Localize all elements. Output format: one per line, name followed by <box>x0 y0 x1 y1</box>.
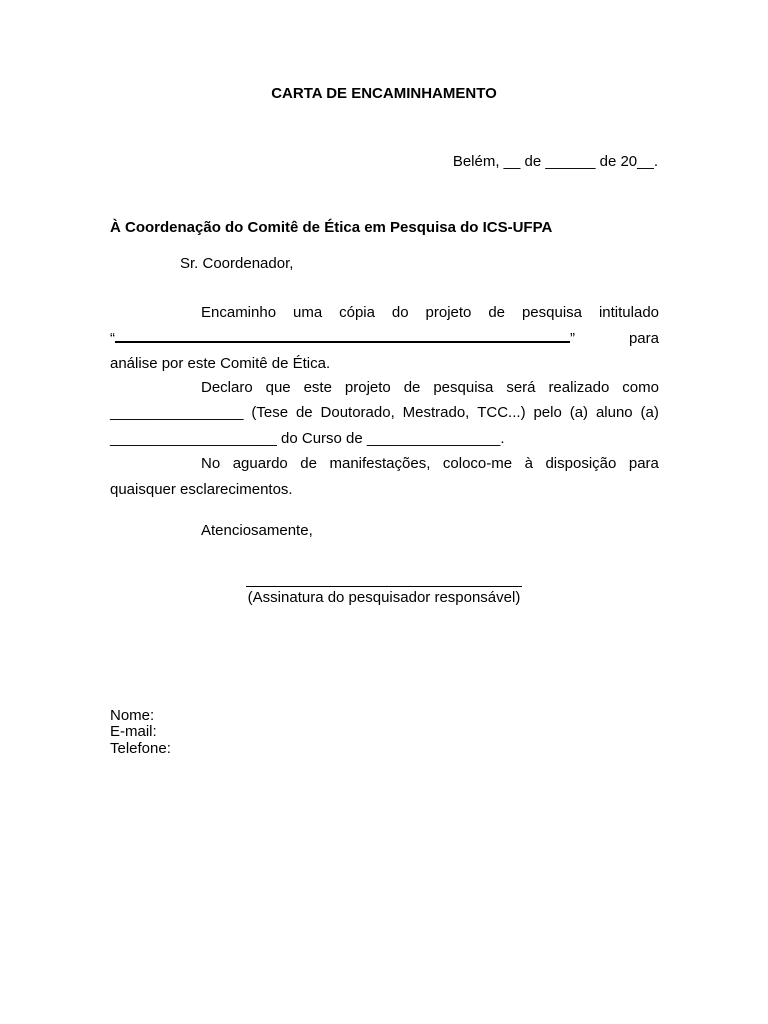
word: coloco-me <box>442 455 513 472</box>
word: disposição <box>545 455 617 472</box>
word: aluno <box>595 404 633 421</box>
word: à <box>524 455 533 472</box>
paragraph3-line2: quaisquer esclarecimentos. <box>110 481 293 498</box>
word: cópia <box>339 304 375 321</box>
word: Mestrado, <box>402 404 470 421</box>
closing: Atenciosamente, <box>201 522 313 539</box>
paragraph2-line3: ____________________ do Curso de ________________. <box>110 430 505 447</box>
word: do <box>391 304 409 321</box>
word: manifestações, <box>329 455 431 472</box>
word: para <box>628 330 659 347</box>
addressee-line: À Coordenação do Comitê de Ética em Pesquisa do ICS-UFPA <box>110 219 553 236</box>
word: (Tese <box>251 404 289 421</box>
word: (a) <box>569 404 589 421</box>
word: que <box>265 379 291 396</box>
contact-name-label: Nome: <box>110 707 155 724</box>
word: Doutorado, <box>320 404 395 421</box>
word: TCC...) <box>477 404 526 421</box>
word: projeto <box>425 304 472 321</box>
word: pesquisa <box>433 379 494 396</box>
degree-blank: ________________ <box>110 404 244 421</box>
word: No <box>201 455 221 472</box>
word: pesquisa <box>521 304 583 321</box>
word: de <box>295 404 313 421</box>
document-title: CARTA DE ENCAMINHAMENTO <box>271 85 497 102</box>
paragraph3-line1 <box>110 455 659 473</box>
date-line: Belém, __ de ______ de 20__. <box>452 153 658 170</box>
word: intitulado <box>598 304 659 321</box>
salutation: Sr. Coordenador, <box>180 255 294 272</box>
word: projeto <box>344 379 391 396</box>
word: aguardo <box>232 455 288 472</box>
word: Encaminho <box>201 304 277 321</box>
close-quote: ” <box>570 330 575 347</box>
paragraph1-line2 <box>110 329 659 348</box>
word: uma <box>292 304 323 321</box>
open-quote: “ <box>110 330 115 347</box>
contact-phone-label: Telefone: <box>110 740 171 757</box>
contact-email-label: E-mail: <box>110 723 157 740</box>
paragraph2-line2 <box>110 404 659 422</box>
word: Declaro <box>201 379 253 396</box>
word: será <box>506 379 536 396</box>
signature-caption: (Assinatura do pesquisador responsável) <box>247 589 521 606</box>
word: para <box>628 455 659 472</box>
project-title-underline <box>115 329 570 343</box>
paragraph2-line1 <box>110 379 659 397</box>
word: de <box>300 455 317 472</box>
word: de <box>488 304 506 321</box>
project-title-blank <box>110 329 575 348</box>
word: de <box>403 379 421 396</box>
signature-line <box>246 586 522 587</box>
word: (a) <box>640 404 659 421</box>
paragraph1-line1 <box>110 304 659 322</box>
word: realizado <box>548 379 610 396</box>
word: como <box>622 379 659 396</box>
word: este <box>303 379 332 396</box>
word: pelo <box>533 404 562 421</box>
paragraph1-line3: análise por este Comitê de Ética. <box>110 355 331 372</box>
